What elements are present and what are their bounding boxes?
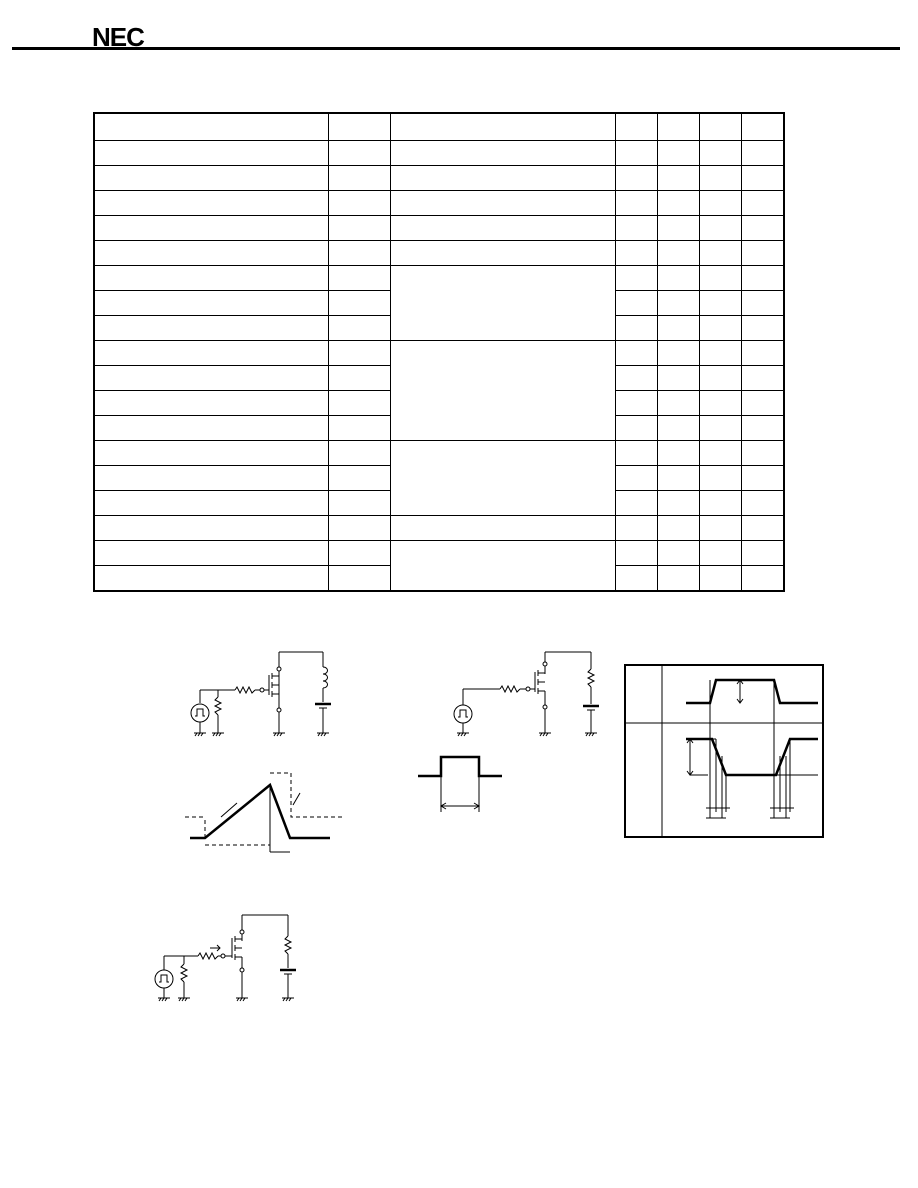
table-header-cell — [658, 113, 700, 141]
table-row — [94, 341, 784, 366]
test-condition-cell — [391, 266, 616, 341]
avalanche-waveform — [185, 765, 350, 855]
gate-charge-test-circuit — [150, 910, 310, 1010]
mosfet-icon — [269, 673, 279, 697]
table-header-cell — [391, 113, 616, 141]
pulse-source-icon — [191, 704, 209, 722]
nec-logo: NEC — [92, 22, 144, 52]
test-condition-cell — [391, 441, 616, 516]
inductor-icon — [323, 667, 328, 688]
table-row — [94, 241, 784, 266]
table-row — [94, 191, 784, 216]
table-row — [94, 266, 784, 291]
table-header-cell — [94, 113, 329, 141]
table-row — [94, 516, 784, 541]
table-header-cell — [700, 113, 742, 141]
avalanche-test-circuit — [185, 645, 345, 745]
table-header-row — [94, 113, 784, 141]
spec-table — [93, 112, 785, 592]
switching-waveform-box — [624, 664, 824, 838]
gate-pulse-waveform — [415, 750, 505, 815]
table-row — [94, 166, 784, 191]
table-row — [94, 441, 784, 466]
battery-icon — [315, 704, 331, 708]
table-row — [94, 541, 784, 566]
resistor-icon — [235, 687, 255, 693]
table-header-cell — [742, 113, 784, 141]
table-row — [94, 216, 784, 241]
header-rule — [12, 47, 900, 50]
test-condition-cell — [391, 541, 616, 592]
table-header-cell — [329, 113, 391, 141]
ground-icon — [194, 733, 329, 736]
switching-test-circuit — [445, 645, 615, 745]
test-condition-cell — [391, 341, 616, 441]
table-row — [94, 141, 784, 166]
table-header-cell — [615, 113, 657, 141]
